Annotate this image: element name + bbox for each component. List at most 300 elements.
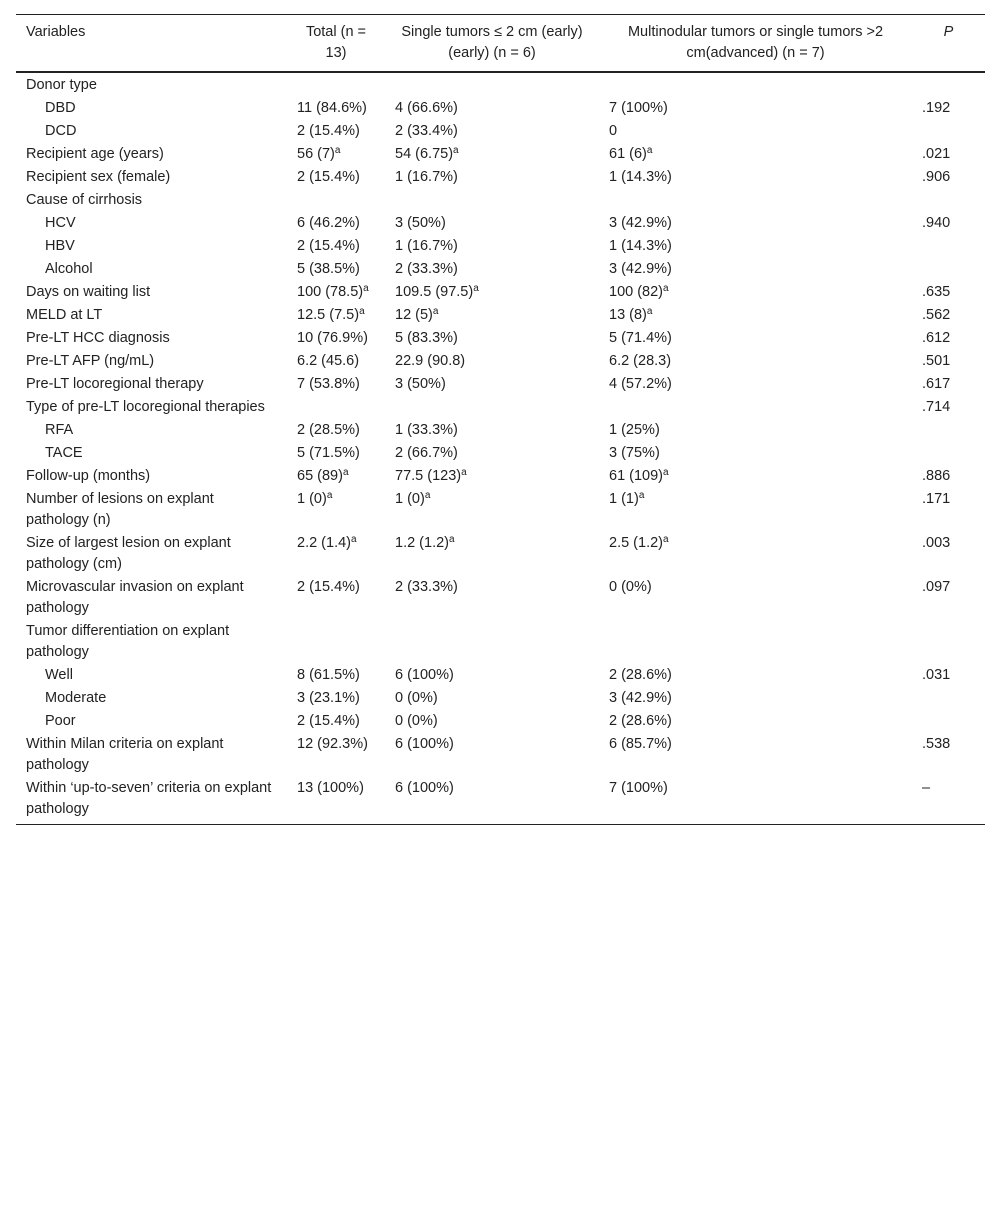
cell-variable-text: HBV — [45, 238, 75, 254]
cell-p-value-text: – — [922, 780, 931, 796]
cell-p-value-text: .097 — [922, 579, 951, 595]
cell-total-text: 6.2 (45.6) — [297, 353, 360, 369]
cell-variable — [16, 189, 287, 212]
cell-early-text: 12 (5) — [395, 307, 433, 323]
cell-early-text: 22.9 (90.8) — [395, 353, 466, 369]
table-row — [16, 664, 985, 687]
cell-total — [287, 189, 385, 212]
cell-advanced-text: 0 — [609, 123, 618, 139]
cell-variable — [16, 97, 287, 120]
cell-early — [385, 419, 599, 442]
cell-early-text: 0 (0%) — [395, 690, 438, 706]
cell-advanced-text: 2 (28.6%) — [609, 667, 672, 683]
cell-total — [287, 373, 385, 396]
table-body — [16, 72, 985, 825]
cell-total-text: 8 (61.5%) — [297, 667, 360, 683]
cell-total — [287, 442, 385, 465]
footnote-marker: a — [351, 534, 357, 545]
cell-total — [287, 396, 385, 419]
table-row — [16, 143, 985, 166]
footnote-marker: a — [461, 467, 467, 478]
header-variables: Variables — [26, 24, 86, 40]
cell-advanced — [599, 396, 912, 419]
cell-variable-text: Pre-LT AFP (ng/mL) — [26, 353, 155, 369]
cell-variable-text: Alcohol — [45, 261, 93, 277]
cell-early-text: 2 (33.4%) — [395, 123, 458, 139]
cell-advanced-text: 3 (42.9%) — [609, 215, 672, 231]
cell-early — [385, 304, 599, 327]
cell-variable — [16, 396, 287, 419]
footnote-marker: a — [432, 306, 439, 317]
cell-variable-text: RFA — [45, 422, 74, 438]
table-row — [16, 620, 985, 664]
cell-total — [287, 166, 385, 189]
cell-variable-text: MELD at LT — [26, 307, 103, 323]
footnote-marker: a — [646, 306, 653, 317]
cell-p-value — [912, 396, 985, 419]
cell-variable-text: Poor — [45, 713, 76, 729]
cell-p-value — [912, 281, 985, 304]
cell-early-text: 1 (16.7%) — [395, 169, 458, 185]
cell-variable-text: Follow-up (months) — [26, 468, 151, 484]
cell-p-value — [912, 212, 985, 235]
cell-advanced — [599, 143, 912, 166]
cell-p-value — [912, 72, 985, 97]
cell-advanced-text: 4 (57.2%) — [609, 376, 672, 392]
cell-p-value — [912, 488, 985, 532]
cell-p-value — [912, 235, 985, 258]
cell-total — [287, 687, 385, 710]
cell-variable-text: Days on waiting list — [26, 284, 151, 300]
cell-variable-text: Within Milan criteria on explant pathology — [26, 736, 224, 773]
footnote-marker: a — [663, 283, 669, 294]
cell-total-text: 1 (0) — [297, 491, 327, 507]
cell-early-text: 3 (50%) — [395, 215, 446, 231]
cell-early-text: 6 (100%) — [395, 736, 454, 752]
table-row — [16, 350, 985, 373]
cell-total — [287, 350, 385, 373]
cell-total — [287, 143, 385, 166]
cell-early-text: 4 (66.6%) — [395, 100, 458, 116]
comparison-table — [16, 14, 985, 825]
table-row — [16, 72, 985, 97]
cell-total — [287, 304, 385, 327]
cell-advanced — [599, 72, 912, 97]
footnote-marker: a — [342, 467, 349, 478]
cell-p-value-text: .021 — [922, 146, 951, 162]
cell-early — [385, 350, 599, 373]
cell-advanced-text: 6.2 (28.3) — [609, 353, 672, 369]
cell-variable-text: Microvascular invasion on explant pathology — [26, 579, 244, 616]
cell-p-value-text: .617 — [922, 376, 951, 392]
header-p-value: P — [943, 24, 954, 40]
cell-advanced — [599, 710, 912, 733]
cell-p-value-text: .171 — [922, 491, 951, 507]
cell-advanced — [599, 687, 912, 710]
header-early: Single tumors ≤ 2 cm (early)(early) (n = 6) — [401, 24, 583, 61]
cell-total — [287, 235, 385, 258]
footnote-marker: a — [424, 490, 431, 501]
cell-early-text: 0 (0%) — [395, 713, 438, 729]
cell-early — [385, 396, 599, 419]
table-row — [16, 532, 985, 576]
cell-early — [385, 710, 599, 733]
cell-p-value-text: .635 — [922, 284, 951, 300]
cell-advanced — [599, 733, 912, 777]
cell-p-value — [912, 258, 985, 281]
cell-variable-text: Pre-LT HCC diagnosis — [26, 330, 170, 346]
cell-total-text: 13 (100%) — [297, 780, 364, 796]
cell-advanced-text: 7 (100%) — [609, 780, 668, 796]
cell-early — [385, 373, 599, 396]
cell-variable — [16, 419, 287, 442]
table-row — [16, 304, 985, 327]
cell-advanced-text: 1 (1) — [609, 491, 639, 507]
table-row — [16, 166, 985, 189]
cell-variable — [16, 258, 287, 281]
table-row — [16, 710, 985, 733]
cell-variable-text: Cause of cirrhosis — [26, 192, 143, 208]
cell-total — [287, 733, 385, 777]
cell-advanced-text: 3 (42.9%) — [609, 690, 672, 706]
cell-p-value — [912, 97, 985, 120]
cell-variable — [16, 120, 287, 143]
cell-advanced — [599, 664, 912, 687]
cell-early-text: 6 (100%) — [395, 667, 454, 683]
table-row — [16, 97, 985, 120]
cell-total-text: 2 (15.4%) — [297, 238, 360, 254]
cell-variable-text: Recipient sex (female) — [26, 169, 171, 185]
cell-early — [385, 664, 599, 687]
table-row — [16, 189, 985, 212]
cell-advanced — [599, 212, 912, 235]
cell-total — [287, 532, 385, 576]
cell-early — [385, 488, 599, 532]
cell-advanced-text: 1 (14.3%) — [609, 169, 672, 185]
cell-variable — [16, 532, 287, 576]
table-row — [16, 777, 985, 825]
cell-early-text: 2 (33.3%) — [395, 261, 458, 277]
cell-p-value — [912, 620, 985, 664]
cell-p-value-text: .192 — [922, 100, 951, 116]
table-row — [16, 373, 985, 396]
cell-advanced — [599, 465, 912, 488]
cell-advanced-text: 100 (82) — [609, 284, 664, 300]
cell-p-value — [912, 687, 985, 710]
cell-total-text: 2.2 (1.4) — [297, 535, 351, 551]
cell-early — [385, 235, 599, 258]
footnote-marker: a — [453, 145, 459, 156]
cell-p-value — [912, 777, 985, 825]
table-row — [16, 281, 985, 304]
cell-advanced — [599, 97, 912, 120]
header-advanced: Multinodular tumors or single tumors >2 cm(advanced) (n = 7) — [627, 24, 884, 61]
table-row — [16, 327, 985, 350]
cell-total — [287, 664, 385, 687]
cell-early — [385, 143, 599, 166]
cell-advanced — [599, 304, 912, 327]
cell-total — [287, 327, 385, 350]
cell-advanced-text: 7 (100%) — [609, 100, 668, 116]
cell-variable — [16, 212, 287, 235]
cell-total-text: 10 (76.9%) — [297, 330, 368, 346]
cell-p-value — [912, 465, 985, 488]
cell-early — [385, 733, 599, 777]
cell-total-text: 56 (7) — [297, 146, 335, 162]
cell-advanced — [599, 189, 912, 212]
cell-advanced-text: 5 (71.4%) — [609, 330, 672, 346]
footnote-marker: a — [449, 534, 455, 545]
cell-advanced-text: 1 (14.3%) — [609, 238, 672, 254]
header-total: Total (n = 13) — [305, 24, 367, 61]
cell-early — [385, 97, 599, 120]
cell-total-text: 12.5 (7.5) — [297, 307, 360, 323]
cell-total-text: 11 (84.6%) — [297, 100, 367, 116]
table-row — [16, 488, 985, 532]
cell-total — [287, 281, 385, 304]
cell-variable — [16, 235, 287, 258]
cell-total-text: 3 (23.1%) — [297, 690, 360, 706]
cell-variable — [16, 465, 287, 488]
cell-advanced-text: 0 (0%) — [609, 579, 652, 595]
cell-early — [385, 258, 599, 281]
cell-variable — [16, 143, 287, 166]
cell-early-text: 1 (33.3%) — [395, 422, 458, 438]
header-row — [16, 15, 985, 73]
cell-early — [385, 687, 599, 710]
table-row — [16, 396, 985, 419]
cell-total — [287, 72, 385, 97]
table-row — [16, 442, 985, 465]
cell-total-text: 2 (15.4%) — [297, 713, 360, 729]
cell-total-text: 5 (71.5%) — [297, 445, 360, 461]
footnote-marker: a — [334, 145, 341, 156]
cell-early — [385, 532, 599, 576]
footnote-marker: a — [359, 306, 365, 317]
cell-advanced — [599, 419, 912, 442]
cell-total — [287, 777, 385, 825]
cell-early-text: 77.5 (123) — [395, 468, 462, 484]
cell-p-value — [912, 532, 985, 576]
table-header — [16, 15, 985, 73]
cell-advanced — [599, 532, 912, 576]
cell-variable-text: Within ‘up-to-seven’ criteria on explant pathology — [26, 780, 272, 817]
cell-total-text: 6 (46.2%) — [297, 215, 360, 231]
cell-variable-text: Well — [45, 667, 73, 683]
cell-total-text: 2 (15.4%) — [297, 169, 360, 185]
cell-p-value — [912, 327, 985, 350]
cell-p-value — [912, 664, 985, 687]
table-row — [16, 419, 985, 442]
cell-variable — [16, 350, 287, 373]
cell-variable — [16, 373, 287, 396]
cell-p-value-text: .562 — [922, 307, 951, 323]
cell-advanced — [599, 281, 912, 304]
footnote-marker: a — [663, 534, 669, 545]
cell-early — [385, 442, 599, 465]
cell-variable — [16, 620, 287, 664]
cell-variable — [16, 687, 287, 710]
table-row — [16, 258, 985, 281]
cell-early — [385, 189, 599, 212]
cell-early — [385, 576, 599, 620]
table-row — [16, 687, 985, 710]
cell-early-text: 109.5 (97.5) — [395, 284, 474, 300]
footnote-marker: a — [638, 490, 645, 501]
cell-p-value — [912, 442, 985, 465]
cell-total — [287, 97, 385, 120]
cell-variable-text: Type of pre-LT locoregional therapies — [26, 399, 265, 415]
cell-variable — [16, 777, 287, 825]
cell-p-value-text: .714 — [922, 399, 951, 415]
cell-early-text: 1 (16.7%) — [395, 238, 458, 254]
cell-advanced — [599, 373, 912, 396]
cell-advanced-text: 6 (85.7%) — [609, 736, 672, 752]
cell-advanced-text: 1 (25%) — [609, 422, 660, 438]
cell-advanced — [599, 327, 912, 350]
cell-advanced — [599, 620, 912, 664]
footnote-marker: a — [646, 145, 653, 156]
cell-variable — [16, 72, 287, 97]
cell-p-value — [912, 733, 985, 777]
cell-variable — [16, 442, 287, 465]
cell-p-value-text: .940 — [922, 215, 951, 231]
cell-early — [385, 327, 599, 350]
cell-total — [287, 120, 385, 143]
cell-total-text: 65 (89) — [297, 468, 343, 484]
cell-total — [287, 620, 385, 664]
cell-total — [287, 488, 385, 532]
cell-variable-text: Tumor differentiation on explant pathology — [26, 623, 230, 660]
data-table-container — [16, 14, 985, 825]
cell-variable — [16, 281, 287, 304]
cell-early-text: 6 (100%) — [395, 780, 454, 796]
cell-variable-text: Recipient age (years) — [26, 146, 164, 162]
cell-advanced-text: 3 (42.9%) — [609, 261, 672, 277]
cell-variable — [16, 733, 287, 777]
cell-variable-text: Donor type — [26, 77, 97, 93]
footnote-marker: a — [363, 283, 369, 294]
table-row — [16, 235, 985, 258]
cell-early — [385, 281, 599, 304]
cell-p-value-text: .906 — [922, 169, 951, 185]
cell-variable-text: TACE — [45, 445, 83, 461]
table-row — [16, 465, 985, 488]
cell-early-text: 2 (66.7%) — [395, 445, 458, 461]
cell-advanced-text: 13 (8) — [609, 307, 647, 323]
cell-advanced — [599, 488, 912, 532]
cell-advanced-text: 61 (109) — [609, 468, 664, 484]
cell-advanced-text: 61 (6) — [609, 146, 647, 162]
cell-total — [287, 576, 385, 620]
cell-variable-text: Size of largest lesion on explant pathology (cm) — [26, 535, 231, 572]
cell-p-value — [912, 304, 985, 327]
cell-variable — [16, 488, 287, 532]
cell-advanced — [599, 235, 912, 258]
cell-early — [385, 212, 599, 235]
cell-advanced-text: 2.5 (1.2) — [609, 535, 663, 551]
footnote-marker: a — [663, 467, 669, 478]
cell-variable-text: DBD — [45, 100, 76, 116]
footnote-marker: a — [326, 490, 333, 501]
cell-advanced — [599, 120, 912, 143]
cell-p-value — [912, 576, 985, 620]
cell-total — [287, 258, 385, 281]
cell-total-text: 7 (53.8%) — [297, 376, 360, 392]
cell-p-value — [912, 373, 985, 396]
cell-total-text: 100 (78.5) — [297, 284, 364, 300]
table-row — [16, 733, 985, 777]
table-row — [16, 576, 985, 620]
cell-advanced — [599, 166, 912, 189]
cell-variable-text: Moderate — [45, 690, 107, 706]
cell-advanced-text: 2 (28.6%) — [609, 713, 672, 729]
footnote-marker: a — [473, 283, 479, 294]
cell-early — [385, 166, 599, 189]
cell-total-text: 2 (15.4%) — [297, 123, 360, 139]
cell-p-value-text: .886 — [922, 468, 951, 484]
cell-variable — [16, 304, 287, 327]
cell-p-value — [912, 189, 985, 212]
cell-total — [287, 465, 385, 488]
cell-variable — [16, 710, 287, 733]
cell-total-text: 12 (92.3%) — [297, 736, 368, 752]
cell-p-value — [912, 166, 985, 189]
cell-total-text: 2 (15.4%) — [297, 579, 360, 595]
cell-advanced — [599, 442, 912, 465]
cell-early-text: 1.2 (1.2) — [395, 535, 449, 551]
cell-variable — [16, 166, 287, 189]
cell-advanced — [599, 258, 912, 281]
cell-advanced — [599, 576, 912, 620]
cell-early — [385, 620, 599, 664]
cell-total — [287, 419, 385, 442]
cell-advanced-text: 3 (75%) — [609, 445, 660, 461]
cell-advanced — [599, 350, 912, 373]
cell-early-text: 54 (6.75) — [395, 146, 454, 162]
cell-early — [385, 777, 599, 825]
cell-early — [385, 72, 599, 97]
cell-early-text: 1 (0) — [395, 491, 425, 507]
cell-total-text: 5 (38.5%) — [297, 261, 360, 277]
cell-early — [385, 465, 599, 488]
table-row — [16, 120, 985, 143]
cell-p-value — [912, 710, 985, 733]
cell-advanced — [599, 777, 912, 825]
cell-early-text: 2 (33.3%) — [395, 579, 458, 595]
cell-total-text: 2 (28.5%) — [297, 422, 360, 438]
cell-early-text: 5 (83.3%) — [395, 330, 458, 346]
cell-total — [287, 710, 385, 733]
cell-variable-text: HCV — [45, 215, 76, 231]
table-row — [16, 212, 985, 235]
cell-early — [385, 120, 599, 143]
cell-early-text: 3 (50%) — [395, 376, 446, 392]
cell-variable — [16, 327, 287, 350]
cell-total — [287, 212, 385, 235]
cell-p-value — [912, 350, 985, 373]
cell-p-value-text: .031 — [922, 667, 951, 683]
cell-p-value-text: .003 — [922, 535, 951, 551]
cell-p-value — [912, 143, 985, 166]
cell-variable-text: Pre-LT locoregional therapy — [26, 376, 204, 392]
cell-p-value — [912, 419, 985, 442]
cell-p-value-text: .612 — [922, 330, 951, 346]
cell-p-value — [912, 120, 985, 143]
cell-variable-text: Number of lesions on explant pathology (n) — [26, 491, 214, 528]
cell-variable — [16, 664, 287, 687]
cell-p-value-text: .538 — [922, 736, 951, 752]
